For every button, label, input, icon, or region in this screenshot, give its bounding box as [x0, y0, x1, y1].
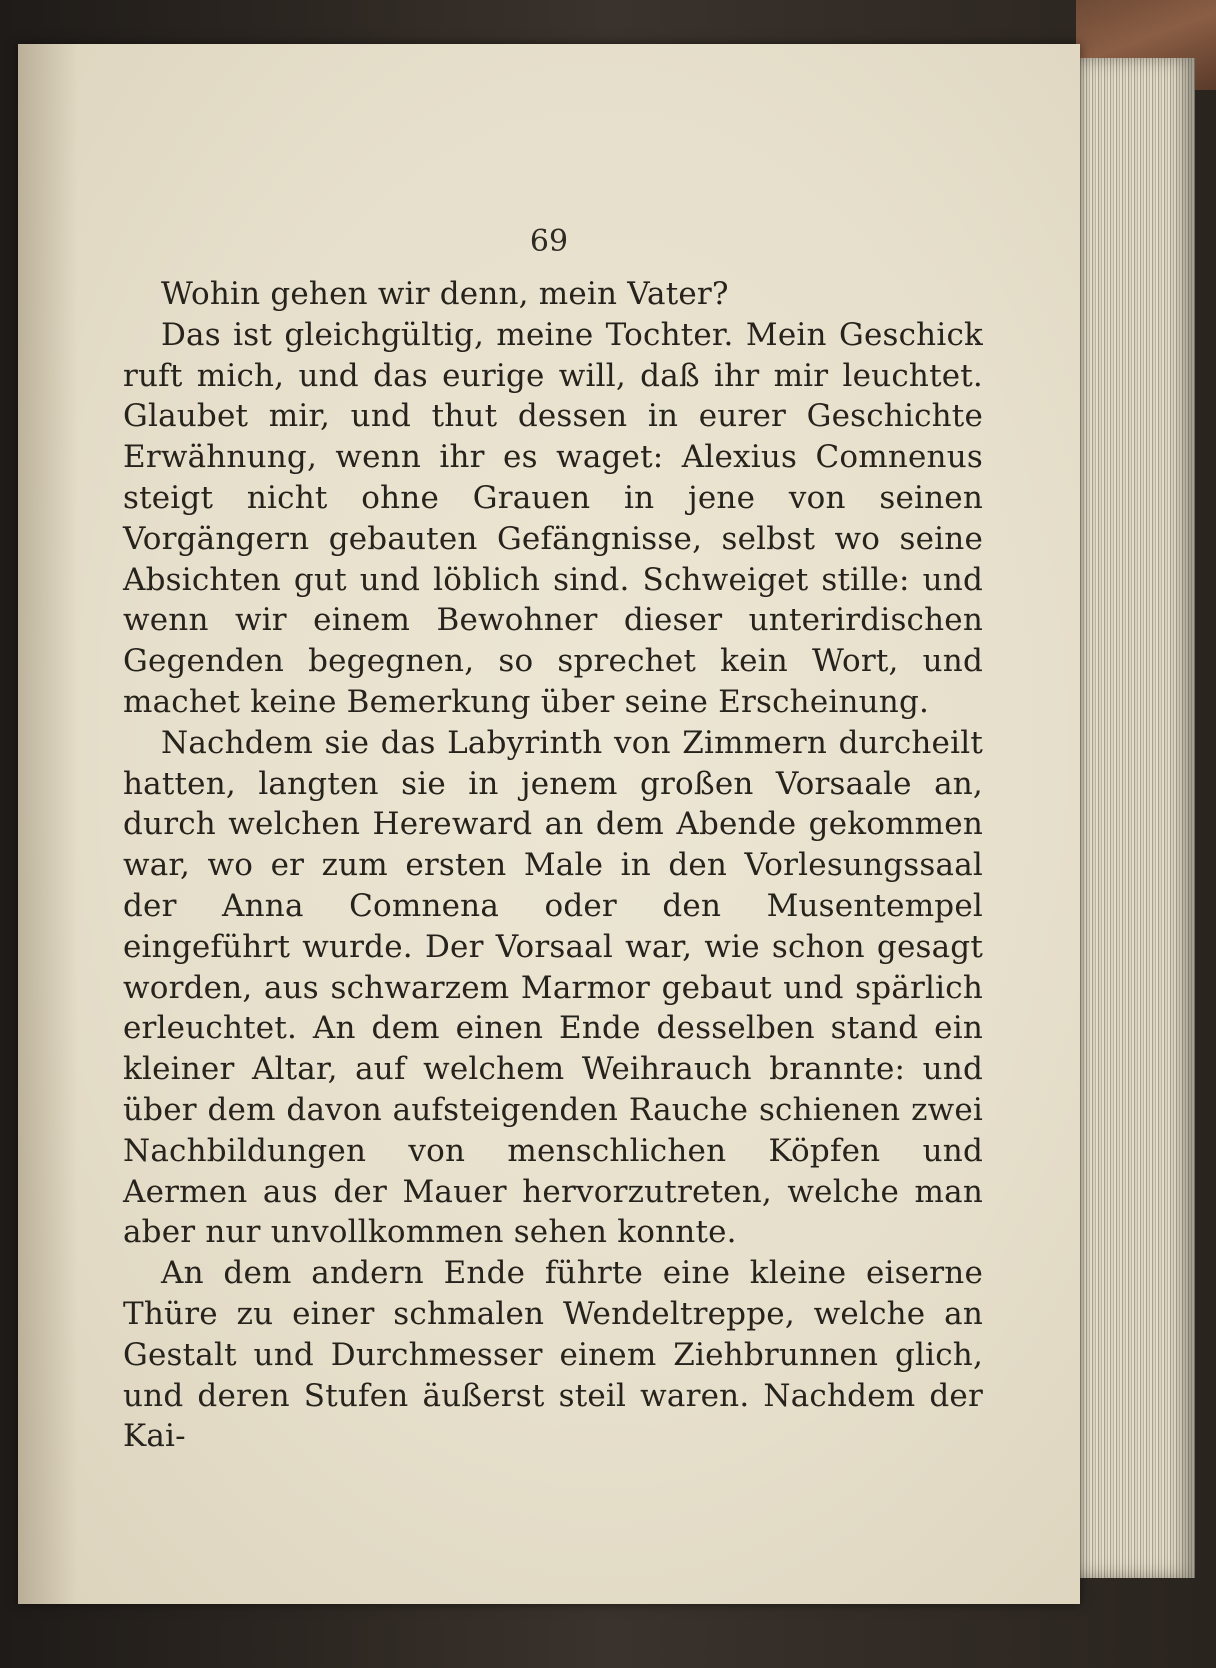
gutter-shadow: [18, 44, 78, 1604]
page-edges: [1075, 58, 1195, 1578]
page-number: 69: [529, 224, 569, 259]
book-page: [18, 44, 1080, 1604]
paragraph: Nachdem sie das Labyrinth von Zimmern durcheilt hatten, langten sie in jenem großen Vorsaale an, durch welchen Hereward an dem Abende gekommen war, wo er zum ersten Male in den Vorlesungssaal der Anna Comnena oder den Musentempel eingeführt wurde. Der Vorsaal war, wie schon gesagt worden, aus schwarzem Marmor gebaut und spärlich erleuchtet. An dem einen Ende desselben stand ein kleiner Altar, auf welchem Weihrauch brannte: und über dem davon aufsteigenden Rauche schienen zwei Nachbildungen von menschlichen Köpfen und Aermen aus der Mauer hervorzutreten, welche man aber nur unvollkommen sehen konnte.: [123, 724, 983, 1251]
page-text: [123, 274, 983, 1457]
paragraph: An dem andern Ende führte eine kleine eiserne Thüre zu einer schmalen Wendeltreppe, welche an Gestalt und Durchmesser einem Ziehbrunnen glich, und deren Stufen äußerst steil waren. Nachdem der Kai-: [123, 1255, 983, 1455]
paragraph: Wohin gehen wir denn, mein Vater?: [161, 276, 729, 312]
paragraph: Das ist gleichgültig, meine Tochter. Mein Geschick ruft mich, und das eurige will, daß ihr mir leuchtet. Glaubet mir, und thut dessen in eurer Geschichte Erwähnung, wenn ihr es waget: Alexius Comnenus steigt nicht ohne Grauen in jene von seinen Vorgängern gebauten Gefängnisse, selbst wo seine Absichten gut und löblich sind. Schweiget stille: und wenn wir einem Bewohner dieser unterirdischen Gegenden begegnen, so sprechet kein Wort, und machet keine Bemerkung über seine Erscheinung.: [123, 316, 983, 720]
